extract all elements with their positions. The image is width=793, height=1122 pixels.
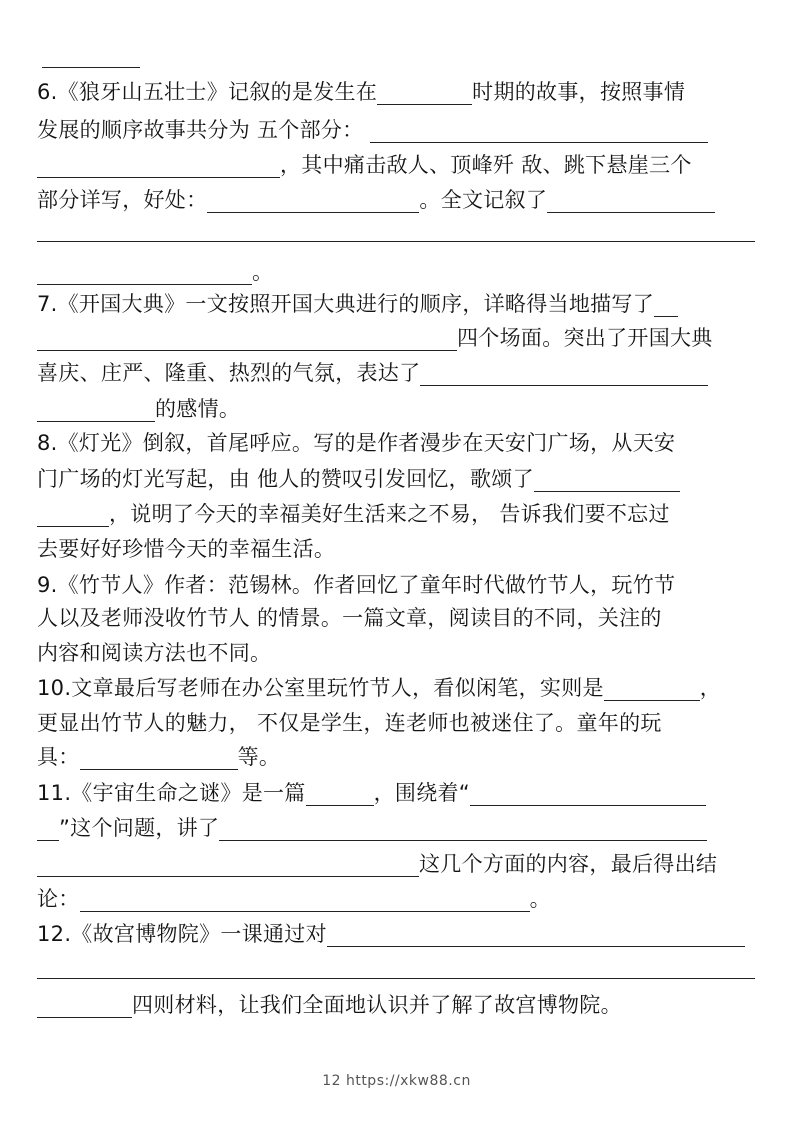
answer-blank[interactable] [370,114,708,143]
question-8-line-3: ，说明了今天的幸福美好生活来之不易， 告诉我们要不忘过 [37,494,757,534]
answer-blank[interactable] [470,777,706,806]
answer-blank[interactable] [37,393,155,422]
question-8-line-4: 去要好好珍惜今天的幸福生活。 [37,537,336,561]
answer-blank[interactable] [37,978,755,979]
question-7-line-3: 喜庆、庄严、隆重、热烈的气氛，表达了 [37,353,757,393]
question-12-line-3: 四则材料，让我们全面地认识并了解了故宫博物院。 [37,985,757,1025]
question-7-line-1: 7.《开国大典》一文按照开国大典进行的顺序，详略得当地描写了 [37,284,757,324]
question-9-line-3: 内容和阅读方法也不同。 [37,641,272,665]
question-11-line-1: 11.《宇宙生命之谜》是一篇 ，围绕着“ [37,773,757,813]
answer-blank[interactable] [377,76,472,105]
answer-blank[interactable] [654,288,678,317]
question-9-line-1: 9.《竹节人》作者：范锡林。作者回忆了童年时代做竹节人，玩竹节 [37,573,676,597]
question-6-line-1: 6.《狼牙山五壮士》记叙的是发生在 时期的故事，按照事情 [37,72,757,112]
page-footer: 12 https://xkw88.cn [322,1073,471,1089]
answer-blank[interactable] [37,256,252,285]
question-10-line-2: 更显出竹节人的魅力， 不仅是学生，连老师也被迷住了。童年的玩 [37,711,662,735]
answer-blank[interactable] [42,67,140,68]
answer-blank[interactable] [219,812,707,841]
answer-blank[interactable] [37,149,280,178]
question-11-line-2: ”这个问题，讲了 [37,808,757,848]
answer-blank[interactable] [327,918,745,947]
answer-blank[interactable] [207,184,419,213]
question-8-line-2: 门广场的灯光写起，由 他人的赞叹引发回忆，歌颂了 [37,459,757,499]
question-9-line-2: 人以及老师没收竹节人 的情景。一篇文章，阅读目的不同，关注的 [37,606,662,630]
question-7-line-4: 的感情。 [37,389,757,429]
answer-blank[interactable] [37,241,755,242]
answer-blank[interactable] [547,184,715,213]
question-12-line-1: 12.《故宫博物院》一课通过对 [37,914,757,954]
question-6-line-3: ，其中痛击敌人、顶峰歼 敌、跳下悬崖三个 [37,145,757,185]
answer-blank[interactable] [37,848,419,877]
question-6-line-4: 部分详写，好处： 。全文记叙了 [37,180,757,220]
answer-blank[interactable] [420,357,708,386]
answer-blank[interactable] [80,883,530,912]
question-7-line-2: 四个场面。突出了开国大典 [37,318,757,358]
answer-blank[interactable] [306,777,374,806]
question-6-line-2: 发展的顺序故事共分为 五个部分： [37,110,757,150]
question-6-line-6: 。 [37,252,757,292]
question-8-line-1: 8.《灯光》倒叙，首尾呼应。写的是作者漫步在天安门广场，从天安 [37,431,676,455]
question-10-line-3: 具： 等。 [37,737,757,777]
answer-blank[interactable] [37,498,109,527]
question-11-line-3: 这几个方面的内容，最后得出结 [37,844,757,884]
answer-blank[interactable] [37,322,457,351]
answer-blank[interactable] [604,672,700,701]
question-11-line-4: 论： 。 [37,879,757,919]
answer-blank[interactable] [80,741,238,770]
answer-blank[interactable] [37,989,132,1018]
question-10-line-1: 10.文章最后写老师在办公室里玩竹节人，看似闲笔，实则是 ， [37,668,757,708]
answer-blank[interactable] [37,812,59,841]
answer-blank[interactable] [534,463,680,492]
